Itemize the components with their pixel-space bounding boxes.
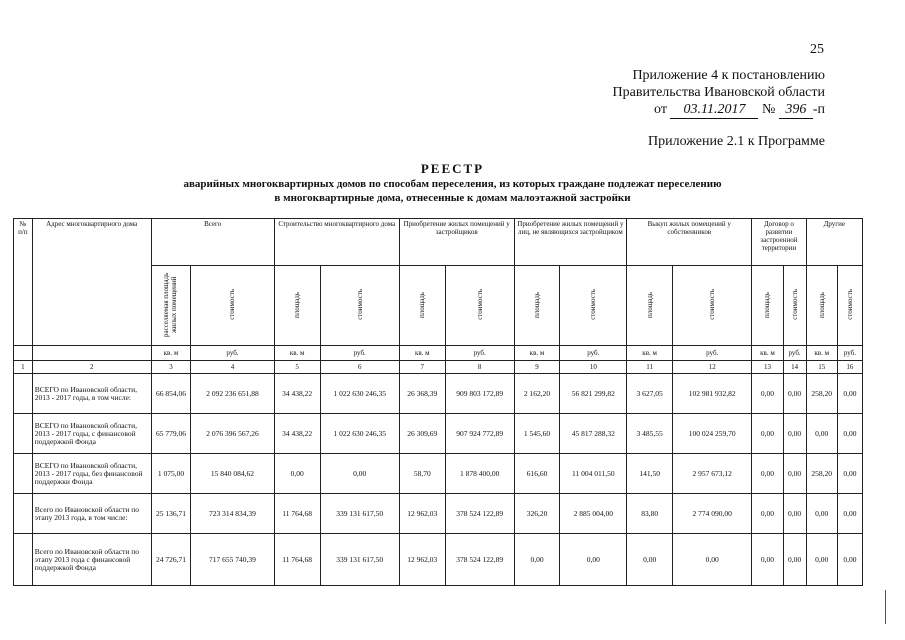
table-cell: 616,60 bbox=[514, 454, 560, 494]
header-line-3 bbox=[654, 101, 825, 119]
unit-cell: руб. bbox=[560, 346, 627, 361]
col-number: 1 bbox=[14, 361, 33, 374]
table-cell: 56 821 299,82 bbox=[560, 374, 627, 414]
table-cell: 102 981 932,82 bbox=[673, 374, 752, 414]
sub-cost: стоимость bbox=[475, 289, 484, 320]
col-number: 15 bbox=[806, 361, 837, 374]
table-cell: 11 764,68 bbox=[274, 494, 320, 534]
table-cell: 2 092 236 651,88 bbox=[191, 374, 274, 414]
table-cell: 0,00 bbox=[783, 414, 806, 454]
row-number bbox=[14, 414, 33, 454]
table-row bbox=[14, 494, 863, 534]
table-cell: 0,00 bbox=[673, 534, 752, 586]
units-row bbox=[14, 346, 863, 361]
table-row bbox=[14, 534, 863, 586]
table-cell: 141,50 bbox=[627, 454, 673, 494]
row-label: ВСЕГО по Ивановской области, 2013 - 2017 годы, без финансовой поддержки Фонда bbox=[32, 454, 151, 494]
table-cell: 0,00 bbox=[783, 374, 806, 414]
header-suffix: -п bbox=[812, 102, 825, 117]
table-cell: 65 779,06 bbox=[151, 414, 191, 454]
unit-cell: руб. bbox=[445, 346, 514, 361]
table-cell: 45 817 288,32 bbox=[560, 414, 627, 454]
col-number: 8 bbox=[445, 361, 514, 374]
col-number: 4 bbox=[191, 361, 274, 374]
unit-cell: кв. м bbox=[274, 346, 320, 361]
table-cell: 1 022 630 246,35 bbox=[320, 374, 399, 414]
table-cell: 1 878 400,00 bbox=[445, 454, 514, 494]
sub-cost: стоимость bbox=[845, 289, 854, 320]
table-cell: 0,00 bbox=[627, 534, 673, 586]
group-total: Всего bbox=[151, 219, 274, 266]
sub-first-area: расселяемая площадь жилых помещений bbox=[161, 272, 178, 337]
row-label: Всего по Ивановской области по этапу 2013 года, в том числе: bbox=[32, 494, 151, 534]
unit-cell: кв. м bbox=[627, 346, 673, 361]
header-row-groups bbox=[14, 219, 863, 266]
table-cell: 25 136,71 bbox=[151, 494, 191, 534]
sub-area: площадь bbox=[293, 291, 302, 318]
sub-cost: стоимость bbox=[355, 289, 364, 320]
table-cell: 258,20 bbox=[806, 374, 837, 414]
table-cell: 326,20 bbox=[514, 494, 560, 534]
col-address: Адрес многоквартирного дома bbox=[32, 219, 151, 346]
col-number: 13 bbox=[752, 361, 783, 374]
table-cell: 0,00 bbox=[806, 494, 837, 534]
unit-cell: кв. м bbox=[151, 346, 191, 361]
group-construction: Строительство многоквартирного дома bbox=[274, 219, 399, 266]
table-cell: 66 854,06 bbox=[151, 374, 191, 414]
row-label: ВСЕГО по Ивановской области, 2013 - 2017 годы, с финансовой поддержкой Фонда bbox=[32, 414, 151, 454]
col-number: 6 bbox=[320, 361, 399, 374]
table-cell: 907 924 772,89 bbox=[445, 414, 514, 454]
table-cell: 3 485,55 bbox=[627, 414, 673, 454]
sub-cost: стоимость bbox=[589, 289, 598, 320]
sub-area: площадь bbox=[817, 291, 826, 318]
sub-area: площадь bbox=[645, 291, 654, 318]
sub-area: площадь bbox=[533, 291, 541, 318]
unit-cell: кв. м bbox=[752, 346, 783, 361]
table-cell: 0,00 bbox=[274, 454, 320, 494]
table-cell: 0,00 bbox=[837, 374, 862, 414]
group-other: Другие bbox=[806, 219, 862, 266]
row-label: Всего по Ивановской области по этапу 2013 года с финансовой поддержкой Фонда bbox=[32, 534, 151, 586]
table-cell: 12 962,03 bbox=[399, 494, 445, 534]
sub-cost: стоимость bbox=[708, 289, 717, 320]
col-number: 14 bbox=[783, 361, 806, 374]
table-cell: 2 885 004,00 bbox=[560, 494, 627, 534]
col-np: № п/п bbox=[14, 219, 33, 346]
table-cell: 83,80 bbox=[627, 494, 673, 534]
sub-cost: стоимость bbox=[790, 289, 799, 320]
header-line-1: Приложение 4 к постановлению bbox=[632, 68, 825, 83]
row-number bbox=[14, 494, 33, 534]
table-row bbox=[14, 414, 863, 454]
table-cell: 34 438,22 bbox=[274, 414, 320, 454]
table-cell: 0,00 bbox=[752, 374, 783, 414]
row-number bbox=[14, 454, 33, 494]
header-date: 03.11.2017 bbox=[670, 101, 758, 119]
table-cell: 58,70 bbox=[399, 454, 445, 494]
table-cell: 378 524 122,89 bbox=[445, 534, 514, 586]
unit-cell: руб. bbox=[191, 346, 274, 361]
title-registry: РЕЕСТР bbox=[420, 161, 485, 176]
unit-cell: кв. м bbox=[399, 346, 445, 361]
table-cell: 717 655 740,39 bbox=[191, 534, 274, 586]
header-no: № bbox=[761, 102, 776, 117]
row-number bbox=[14, 534, 33, 586]
unit-cell: кв. м bbox=[806, 346, 837, 361]
table-cell: 2 076 396 567,26 bbox=[191, 414, 274, 454]
table-cell: 1 545,60 bbox=[514, 414, 560, 454]
table-cell: 12 962,03 bbox=[399, 534, 445, 586]
unit-cell: руб. bbox=[673, 346, 752, 361]
table-cell: 1 022 630 246,35 bbox=[320, 414, 399, 454]
table-cell: 0,00 bbox=[752, 534, 783, 586]
col-number: 5 bbox=[274, 361, 320, 374]
table-cell: 0,00 bbox=[783, 534, 806, 586]
table-cell: 26 368,39 bbox=[399, 374, 445, 414]
table-cell: 0,00 bbox=[837, 414, 862, 454]
col-number: 3 bbox=[151, 361, 191, 374]
table-cell: 1 075,00 bbox=[151, 454, 191, 494]
table-cell: 100 024 259,70 bbox=[673, 414, 752, 454]
group-development-agreement: Договор о развитии застроенной территории bbox=[752, 219, 806, 266]
sub-area: площадь bbox=[763, 291, 772, 318]
row-label: ВСЕГО по Ивановской области, 2013 - 2017 годы, в том числе: bbox=[32, 374, 151, 414]
unit-cell: кв. м bbox=[514, 346, 560, 361]
table-cell: 0,00 bbox=[837, 534, 862, 586]
table-cell: 723 314 834,39 bbox=[191, 494, 274, 534]
table-row bbox=[14, 454, 863, 494]
table-cell: 0,00 bbox=[806, 414, 837, 454]
column-numbers-row bbox=[14, 361, 863, 374]
unit-cell: руб. bbox=[837, 346, 862, 361]
table-cell: 0,00 bbox=[514, 534, 560, 586]
table-cell: 0,00 bbox=[752, 414, 783, 454]
table-cell: 2 957 673,12 bbox=[673, 454, 752, 494]
unit-cell: руб. bbox=[320, 346, 399, 361]
sub-area: площадь bbox=[418, 291, 427, 318]
page-number: 25 bbox=[810, 42, 824, 57]
table-cell: 0,00 bbox=[320, 454, 399, 494]
sub-cost: стоимость bbox=[228, 289, 237, 320]
unit-cell: руб. bbox=[783, 346, 806, 361]
header-number: 396 bbox=[779, 101, 813, 119]
table-row bbox=[14, 374, 863, 414]
table-cell: 26 309,69 bbox=[399, 414, 445, 454]
group-non-developers: Приобретение жилых помещений у лиц, не являющихся застройщиком bbox=[514, 219, 627, 266]
table-cell: 34 438,22 bbox=[274, 374, 320, 414]
table-cell: 339 131 617,50 bbox=[320, 494, 399, 534]
table-cell: 0,00 bbox=[752, 454, 783, 494]
registry-table bbox=[13, 218, 863, 586]
scan-edge bbox=[885, 590, 886, 624]
group-developers: Приобретение жилых помещений у застройщиков bbox=[399, 219, 514, 266]
table-cell: 258,20 bbox=[806, 454, 837, 494]
header-program: Приложение 2.1 к Программе bbox=[648, 134, 825, 149]
table-cell: 0,00 bbox=[783, 494, 806, 534]
col-number: 9 bbox=[514, 361, 560, 374]
table-cell: 0,00 bbox=[752, 494, 783, 534]
table-cell: 15 840 084,62 bbox=[191, 454, 274, 494]
table-cell: 0,00 bbox=[783, 454, 806, 494]
col-number: 11 bbox=[627, 361, 673, 374]
table-cell: 0,00 bbox=[806, 534, 837, 586]
table-cell: 11 004 011,50 bbox=[560, 454, 627, 494]
row-number bbox=[14, 374, 33, 414]
header-from: от bbox=[654, 102, 667, 117]
table-cell: 0,00 bbox=[560, 534, 627, 586]
table-cell: 3 627,05 bbox=[627, 374, 673, 414]
col-number: 7 bbox=[399, 361, 445, 374]
table-cell: 378 524 122,89 bbox=[445, 494, 514, 534]
table-cell: 339 131 617,50 bbox=[320, 534, 399, 586]
table-cell: 0,00 bbox=[837, 454, 862, 494]
header-line-2: Правительства Ивановской области bbox=[612, 85, 825, 100]
table-cell: 909 803 172,89 bbox=[445, 374, 514, 414]
table-cell: 2 162,20 bbox=[514, 374, 560, 414]
col-number: 2 bbox=[32, 361, 151, 374]
title-line-2: аварийных многоквартирных домов по способам переселения, из которых граждане подлежат переселению bbox=[183, 178, 722, 190]
table-cell: 0,00 bbox=[837, 494, 862, 534]
table-cell: 11 764,68 bbox=[274, 534, 320, 586]
title-line-3: в многоквартирные дома, отнесенные к домам малоэтажной застройки bbox=[274, 192, 631, 204]
col-number: 12 bbox=[673, 361, 752, 374]
col-number: 10 bbox=[560, 361, 627, 374]
group-buyout: Выкуп жилых помещений у собственников bbox=[627, 219, 752, 266]
col-number: 16 bbox=[837, 361, 862, 374]
table-cell: 2 774 090,00 bbox=[673, 494, 752, 534]
table-cell: 24 726,71 bbox=[151, 534, 191, 586]
